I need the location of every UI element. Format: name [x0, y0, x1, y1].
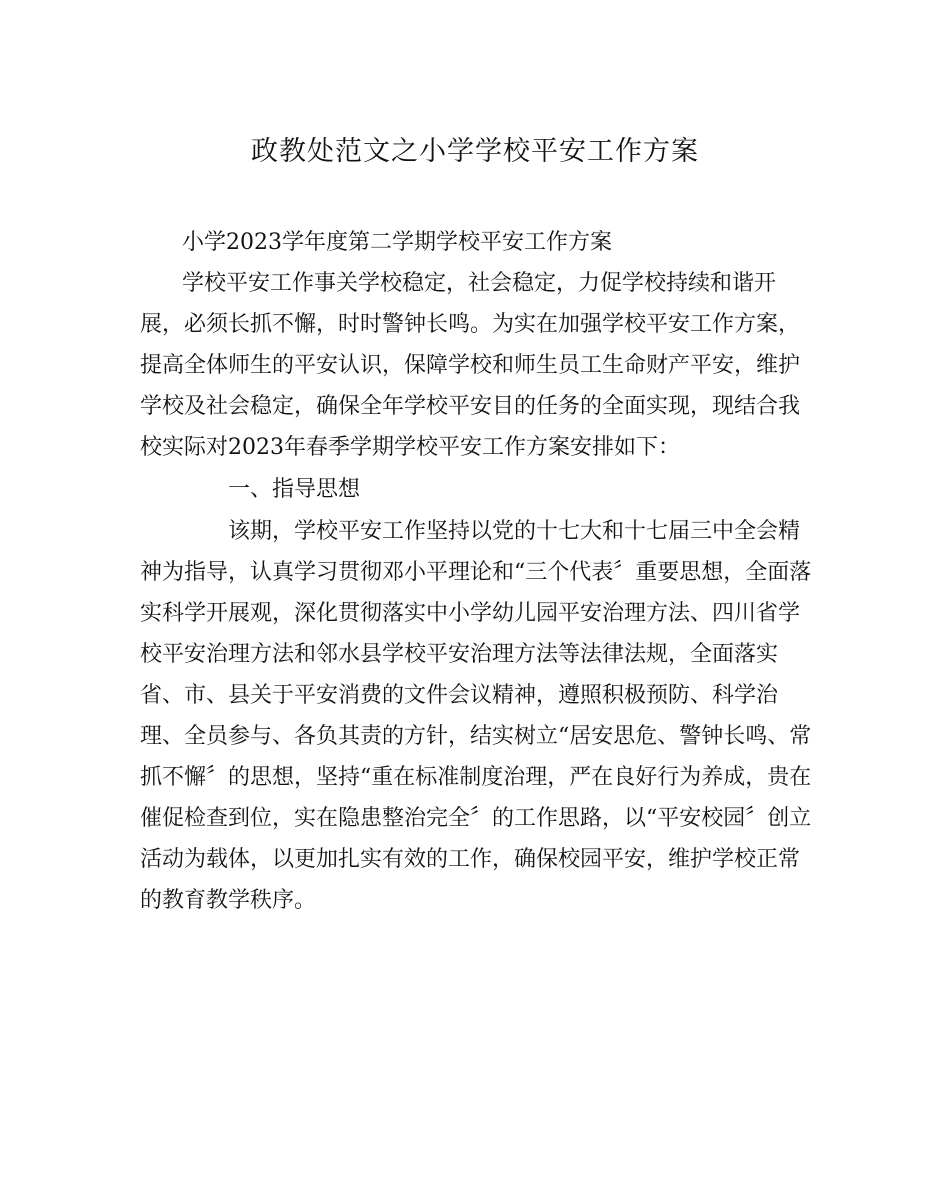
- document-title: 政教处范文之小学学校平安工作方案: [251, 136, 699, 167]
- intro-line: 学校平安工作事关学校稳定，社会稳定，力促学校持续和谐开: [182, 271, 777, 296]
- body-line: 实科学开展观，深化贯彻落实中小学幼儿园平安治理方法、四川省学: [140, 601, 801, 626]
- body-line: 神为指导，认真学习贯彻邓小平理论和“三个代表〞重要思想，全面落: [140, 560, 812, 585]
- intro-line: 展，必须长抓不懈，时时警钟长鸣。为实在加强学校平安工作方案，: [140, 312, 801, 337]
- body-line: 抓不懈〞的思想，坚持“重在标准制度治理，严在良好行为养成，贵在: [140, 765, 812, 790]
- body-line: 催促检查到位，实在隐患整治完全〞的工作思路，以“平安校园〞创立: [140, 806, 812, 831]
- body-line: 该期，学校平安工作坚持以党的十七大和十七届三中全会精: [228, 519, 801, 544]
- intro-line: 学校及社会稳定，确保全年学校平安目的任务的全面实现，现结合我: [140, 394, 801, 419]
- body-line: 的教育教学秩序。: [140, 888, 317, 913]
- section-heading: 一、指导思想: [228, 477, 361, 502]
- document-subtitle: 小学2023学年度第二学期学校平安工作方案: [182, 230, 612, 255]
- intro-line: 提高全体师生的平安认识，保障学校和师生员工生命财产平安，维护: [140, 353, 801, 378]
- body-line: 校平安治理方法和邻水县学校平安治理方法等法律法规，全面落实: [140, 642, 779, 667]
- body-line: 理、全员参与、各负其责的方针，结实树立“居安思危、警钟长鸣、常: [140, 724, 812, 749]
- intro-line: 校实际对2023年春季学期学校平安工作方案安排如下：: [140, 435, 680, 460]
- body-line: 活动为载体，以更加扎实有效的工作，确保校园平安，维护学校正常: [140, 847, 801, 872]
- body-line: 省、市、县关于平安消费的文件会议精神，遵照积极预防、科学治: [140, 683, 779, 708]
